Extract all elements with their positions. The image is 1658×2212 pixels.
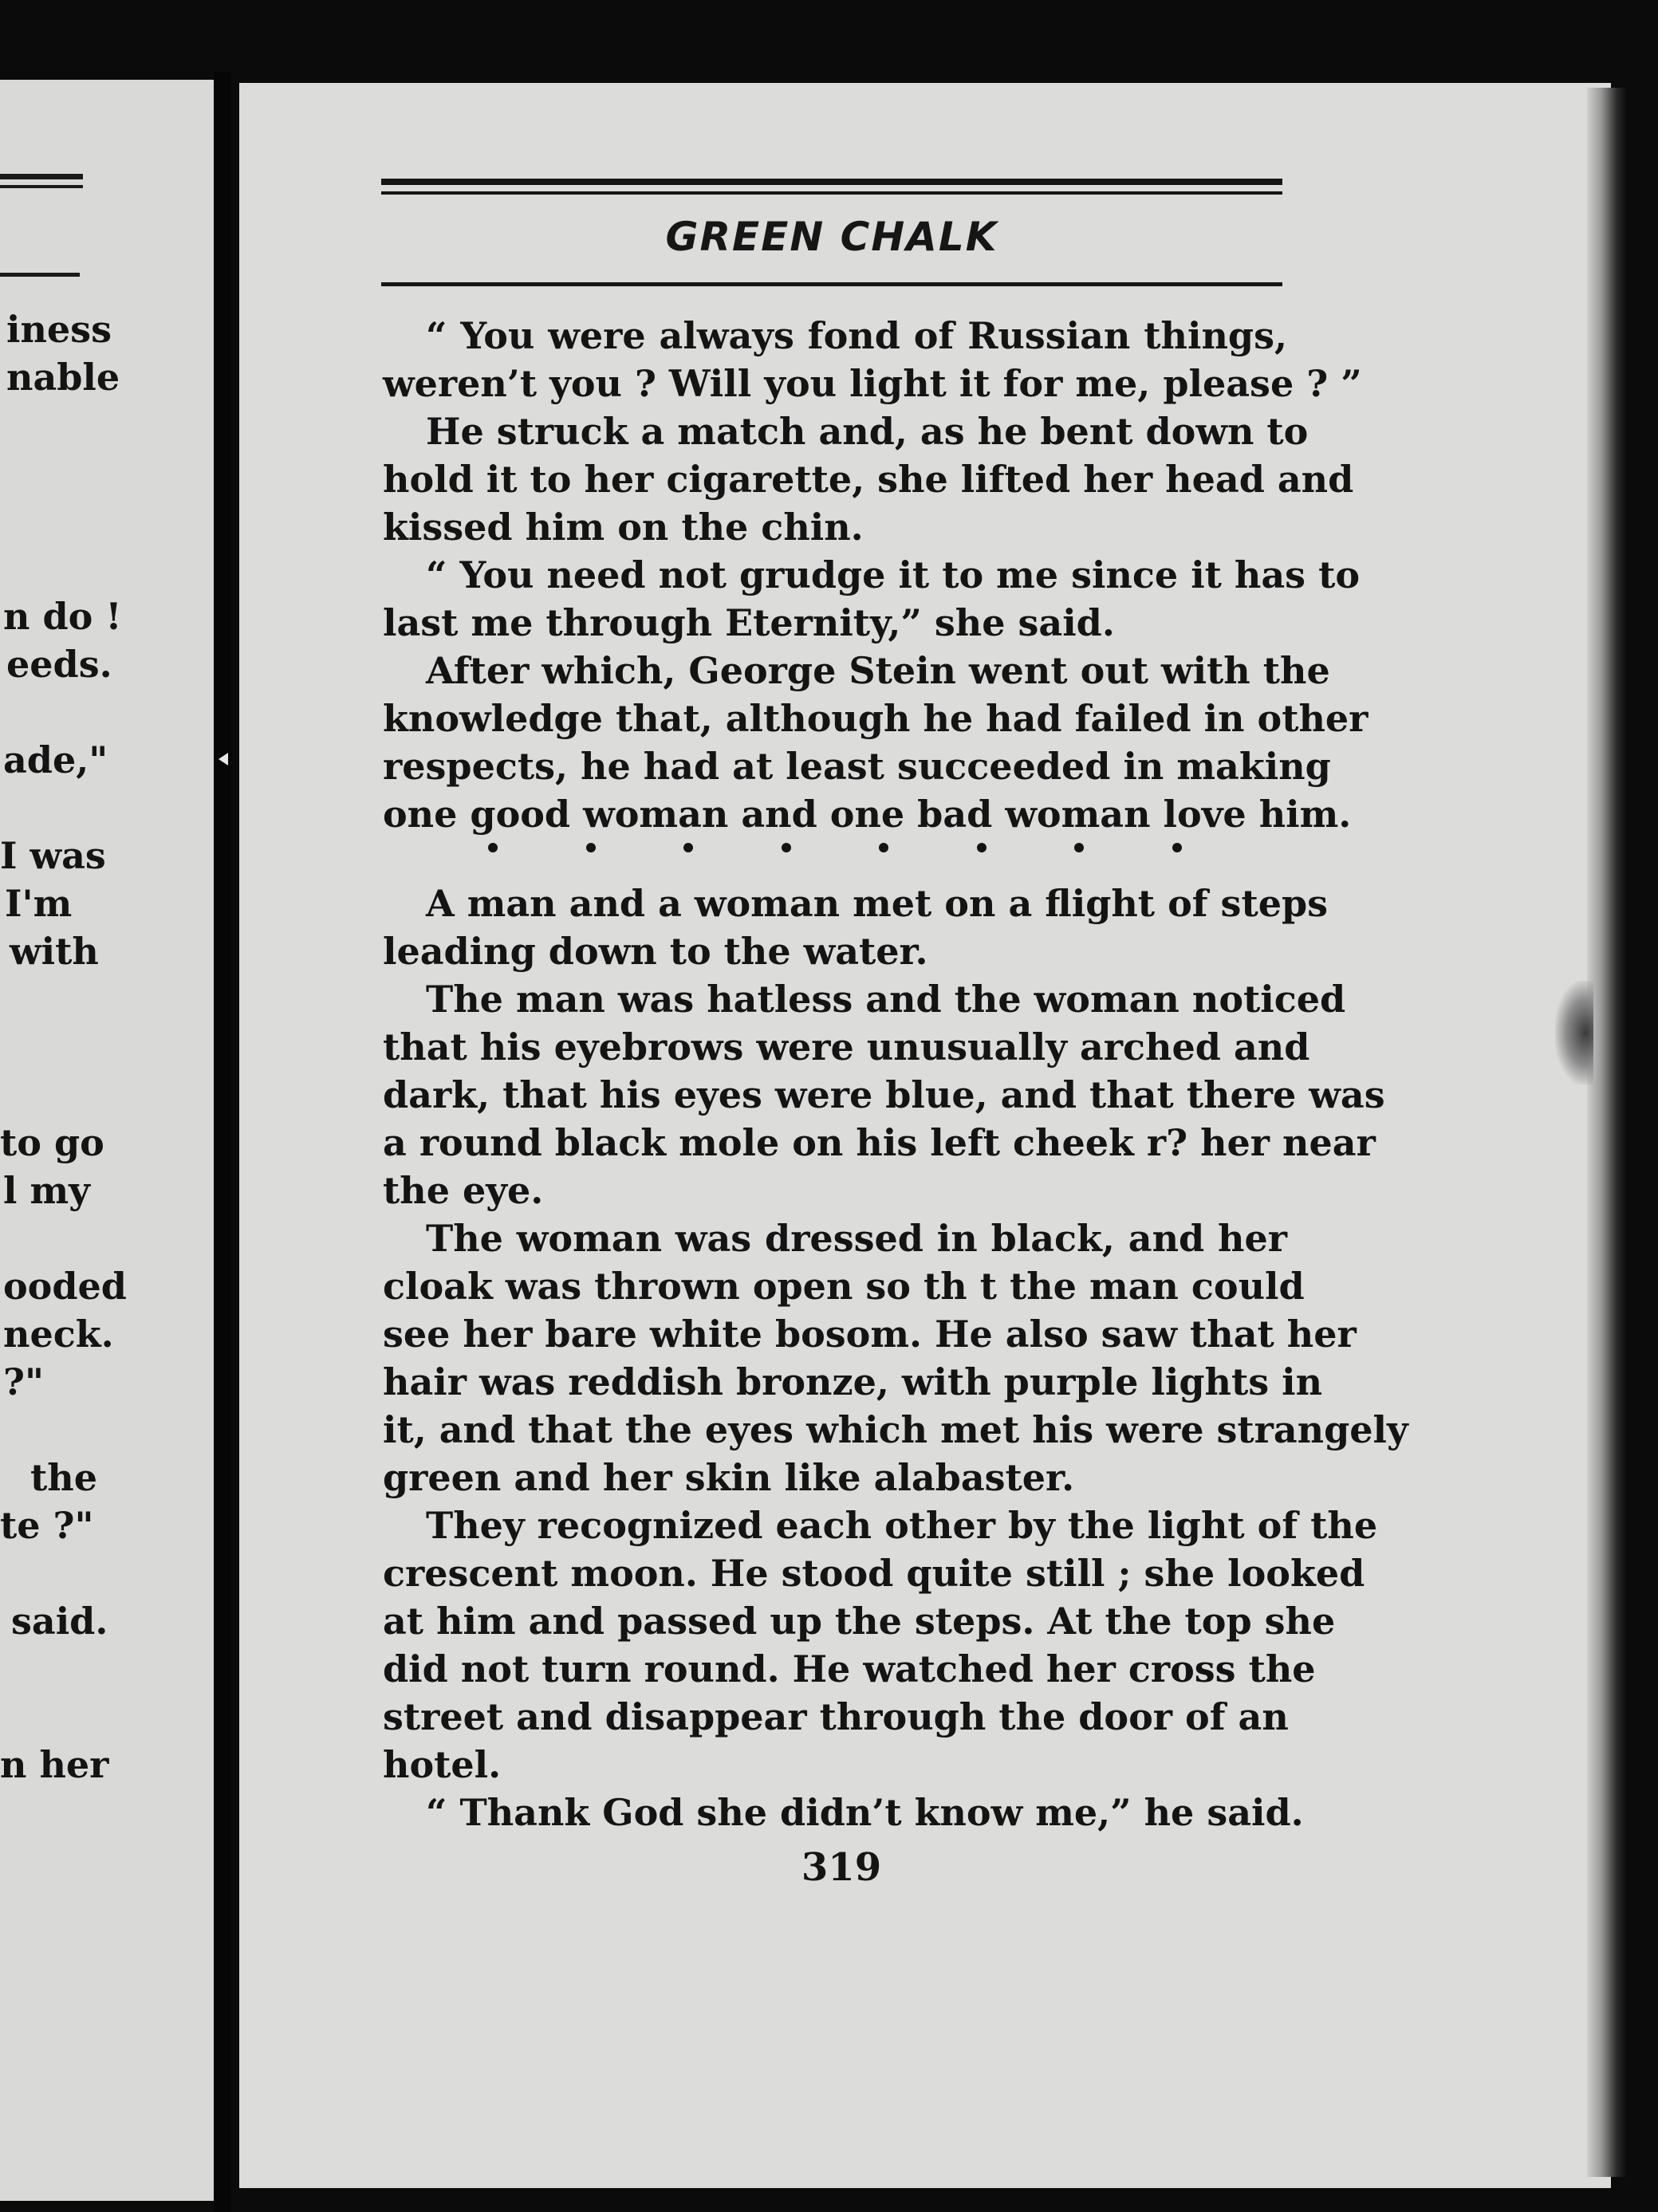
left-page-fragment: I was bbox=[0, 834, 106, 877]
left-page-fragment: neck. bbox=[3, 1313, 114, 1356]
left-page-fragment: ooded bbox=[3, 1265, 127, 1308]
text-line: that his eyebrows were unusually arched and bbox=[383, 1025, 1310, 1069]
left-page-fragment: te ?" bbox=[0, 1504, 94, 1547]
text-line: They recognized each other by the light of the bbox=[426, 1504, 1378, 1547]
text-line: “ You need not grudge it to me since it has to bbox=[426, 553, 1361, 596]
section-break-dot bbox=[1172, 843, 1182, 852]
text-line: see her bare white bosom. He also saw that her bbox=[383, 1313, 1357, 1356]
page-edge-shadow bbox=[1555, 981, 1593, 1084]
section-break-dot bbox=[683, 843, 693, 852]
text-line: hotel. bbox=[383, 1743, 502, 1786]
right-page-edge bbox=[1587, 88, 1627, 2177]
text-line: weren’t you ? Will you light it for me, please ? ” bbox=[383, 362, 1362, 405]
left-page-fragment: n her bbox=[0, 1743, 109, 1786]
left-page-fragment: nable bbox=[6, 356, 120, 399]
text-line: respects, he had at least succeeded in making bbox=[383, 745, 1331, 788]
text-line: kissed him on the chin. bbox=[383, 506, 864, 549]
text-line: The woman was dressed in black, and her bbox=[426, 1217, 1287, 1260]
text-line: at him and passed up the steps. At the top she bbox=[383, 1600, 1336, 1643]
left-page-fragment: l my bbox=[3, 1169, 90, 1212]
text-line: hold it to her cigarette, she lifted her head and bbox=[383, 458, 1354, 501]
text-line: it, and that the eyes which met his were strangely bbox=[383, 1408, 1408, 1451]
left-page-fragment: iness bbox=[6, 308, 112, 351]
left-header-rule bbox=[0, 273, 80, 277]
left-page bbox=[0, 80, 214, 2201]
left-page-fragment: I'm bbox=[5, 882, 73, 925]
text-line: the eye. bbox=[383, 1169, 544, 1212]
text-line: crescent moon. He stood quite still ; she looked bbox=[383, 1552, 1365, 1595]
section-break-dot bbox=[782, 843, 791, 852]
text-line: hair was reddish bronze, with purple lights in bbox=[383, 1360, 1323, 1403]
section-break-dot bbox=[977, 843, 987, 852]
left-page-fragment: the bbox=[30, 1456, 97, 1499]
text-line: dark, that his eyes were blue, and that there was bbox=[383, 1073, 1385, 1116]
left-page-fragment: with bbox=[10, 930, 99, 973]
text-line: He struck a match and, as he bent down to bbox=[426, 410, 1309, 453]
running-head-rule bbox=[381, 282, 1282, 286]
page-number: 319 bbox=[801, 1845, 882, 1890]
text-line: “ You were always fond of Russian things, bbox=[426, 314, 1287, 357]
book-gutter bbox=[214, 72, 231, 2212]
section-break-dot bbox=[879, 843, 888, 852]
text-line: a round black mole on his left cheek r? her near bbox=[383, 1121, 1376, 1164]
text-line: knowledge that, although he had failed in other bbox=[383, 697, 1369, 740]
left-page-fragment: said. bbox=[11, 1600, 108, 1643]
text-line: A man and a woman met on a flight of steps bbox=[426, 882, 1329, 925]
running-head-double-rule bbox=[381, 179, 1282, 195]
text-line: street and disappear through the door of an bbox=[383, 1695, 1289, 1738]
section-break-dot bbox=[586, 843, 596, 852]
left-page-fragment: to go bbox=[0, 1121, 104, 1164]
text-line: one good woman and one bad woman love him. bbox=[383, 793, 1352, 836]
text-line: cloak was thrown open so th t the man could bbox=[383, 1265, 1305, 1308]
text-line: last me through Eternity,” she said. bbox=[383, 601, 1115, 644]
text-line: The man was hatless and the woman noticed bbox=[426, 978, 1346, 1021]
left-page-fragment: ?" bbox=[3, 1360, 44, 1403]
section-break-dots bbox=[488, 843, 1182, 856]
text-line: After which, George Stein went out with the bbox=[426, 649, 1330, 692]
left-page-fragment: eeds. bbox=[6, 643, 112, 686]
left-header-double-rule bbox=[0, 174, 83, 188]
text-line: did not turn round. He watched her cross the bbox=[383, 1647, 1316, 1690]
text-line: “ Thank God she didn’t know me,” he said. bbox=[426, 1791, 1304, 1834]
text-line: leading down to the water. bbox=[383, 930, 928, 973]
left-page-fragment: n do ! bbox=[3, 595, 122, 638]
left-page-fragment: ade," bbox=[3, 738, 108, 781]
section-break-dot bbox=[1074, 843, 1084, 852]
section-break-dot bbox=[488, 843, 498, 852]
text-line: green and her skin like alabaster. bbox=[383, 1456, 1075, 1499]
running-head: GREEN CHALK bbox=[665, 214, 998, 260]
